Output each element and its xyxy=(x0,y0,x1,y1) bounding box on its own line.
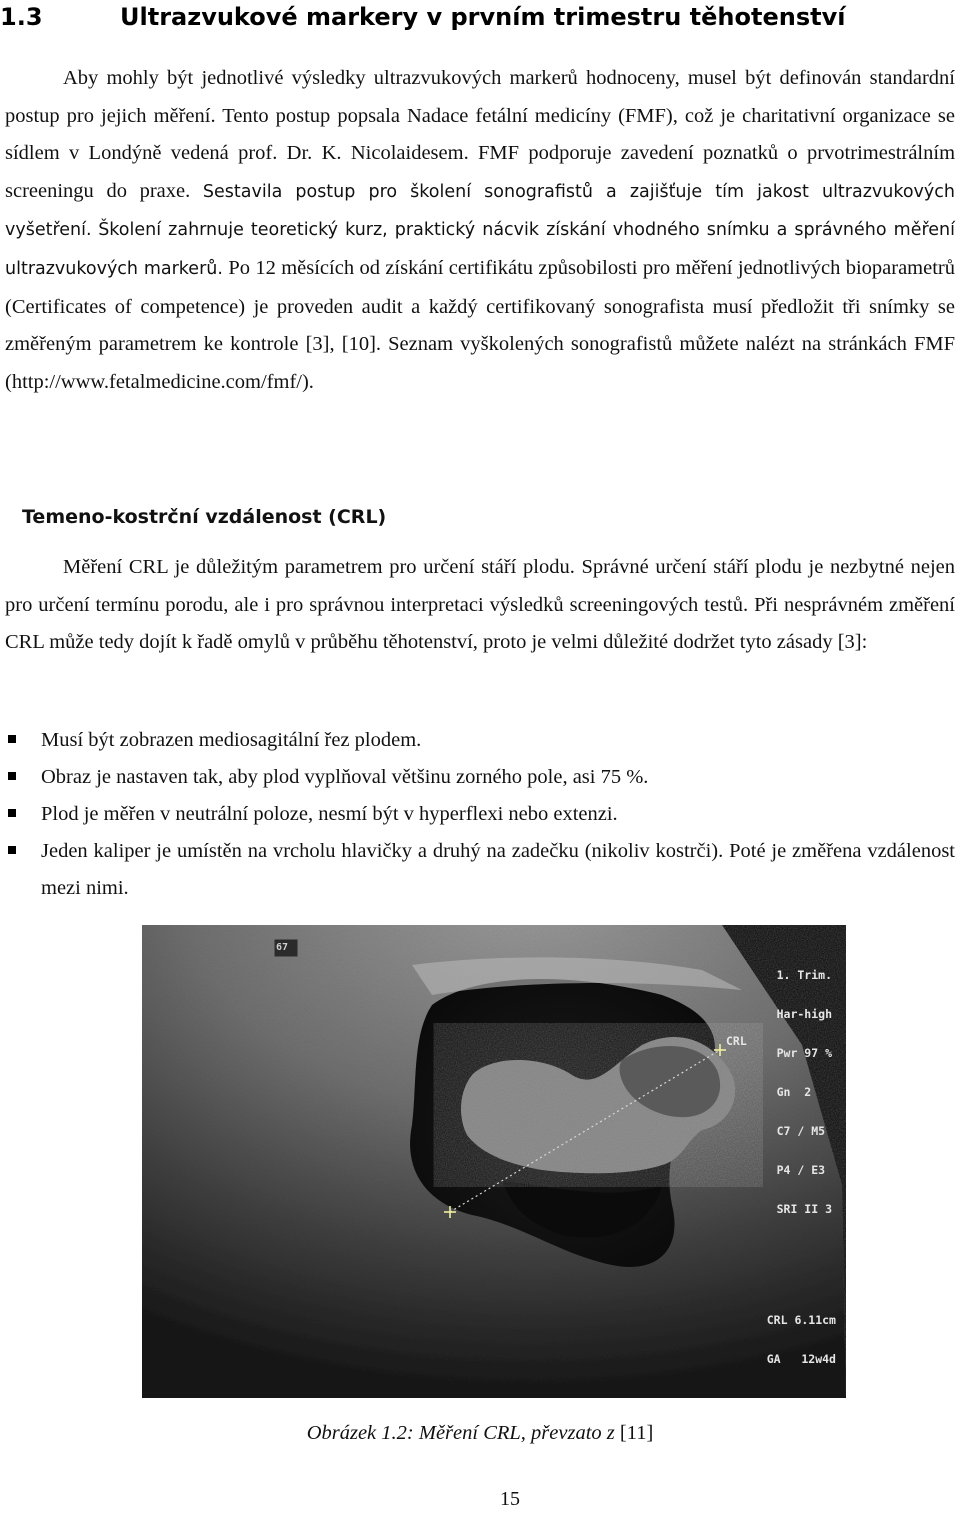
rule-text: Musí být zobrazen mediosagitální řez plodem. xyxy=(41,729,422,751)
setting-line: C7 / M5 xyxy=(776,1124,826,1138)
setting-line: P4 / E3 xyxy=(776,1163,826,1177)
intro-text-1: Aby mohly být jednotlivé výsledky ultrazvukových markerů hodnoceny, musel být definován standardní postup pro jejich měření. Tento postup popsala Nadace fetální medicíny (FMF), což je charitativní organizace se sídlem v Londýně vedená prof. Dr. K. Nicolaidesem. xyxy=(5,67,955,165)
caption-text: : Měření CRL, převzato z xyxy=(406,1422,615,1444)
intro-text-5: Po 12 měsících od získání certifikátu způsobilosti pro měření jednotlivých bioparametrů (Certificates of competence) je proveden audit a každý certifikovaný sonografista musí předložit tři snímky se změřeným parametrem ke kontrole [3], [10]. Seznam vyškolených sonografistů můžete nalézt na stránkách FMF (http://www.fetalmedicine.com/fmf/). xyxy=(5,256,955,393)
crl-paragraph: Měření CRL je důležitým parametrem pro určení stáří plodu. Správné určení stáří plodu je nezbytné nejen pro určení termínu porodu, ale i pro správnou interpretaci výsledků screeningových testů. Při nesprávném změření CRL může tedy dojít k řadě omylů v průběhu těhotenství, proto je velmi důležité dodržet tyto zásady [3]: xyxy=(5,556,955,654)
crl-heading: Temeno-kostrční vzdálenost (CRL) xyxy=(22,506,387,528)
intro-text-2: FMF podporuje zavedení poznatků o prvotrimestrálním screeningu do praxe. xyxy=(5,142,956,202)
list-item xyxy=(0,833,955,907)
intro-text-3: Sestavila postup pro školení sonografistů a zajišťuje tím jakost ultrazvukových vyšetření. xyxy=(5,181,955,241)
section-heading xyxy=(0,0,960,34)
crl-label: CRL xyxy=(726,1034,747,1048)
measurement-crl: CRL 6.11cm xyxy=(766,1313,836,1327)
intro-paragraph xyxy=(5,60,955,401)
setting-line: Gn 2 xyxy=(776,1085,812,1099)
bullet-icon xyxy=(8,735,16,743)
figure-caption xyxy=(0,1418,960,1448)
setting-line: SRI II 3 xyxy=(776,1202,832,1216)
list-item xyxy=(0,759,955,796)
setting-line: Har-high xyxy=(776,1007,832,1021)
setting-line: Pwr 97 % xyxy=(776,1046,832,1060)
bullet-icon xyxy=(8,809,16,817)
rule-text: Jeden kaliper je umístěn na vrcholu hlavičky a druhý na zadečku (nikoliv kostrči). Poté je změřena vzdálenost mezi nimi. xyxy=(41,840,955,899)
rule-text: Obraz je nastaven tak, aby plod vyplňoval většinu zorného pole, asi 75 %. xyxy=(41,766,649,788)
page-number: 15 xyxy=(500,1488,520,1510)
measurement-readout xyxy=(767,1288,836,1392)
list-item xyxy=(0,796,955,833)
crl-rules-list xyxy=(0,722,955,907)
list-item xyxy=(0,722,955,759)
scanner-settings xyxy=(777,943,832,1242)
caption-ref: [11] xyxy=(614,1422,654,1444)
ultrasound-scan-graphic xyxy=(142,925,846,1398)
bullet-icon xyxy=(8,772,16,780)
setting-line: 1. Trim. xyxy=(776,968,832,982)
bullet-icon xyxy=(8,846,16,854)
rule-text: Plod je měřen v neutrální poloze, nesmí být v hyperflexi nebo extenzi. xyxy=(41,803,618,825)
badge-text: 67 xyxy=(276,942,289,953)
measurement-ga: GA 12w4d xyxy=(766,1352,836,1366)
section-title: Ultrazvukové markery v prvním trimestru těhotenství xyxy=(120,3,846,31)
ultrasound-image xyxy=(142,925,846,1398)
caption-label: Obrázek 1.2 xyxy=(306,1422,407,1444)
section-number: 1.3 xyxy=(0,3,43,31)
intro-text-4: Školení zahrnuje teoretický kurz, praktický nácvik získání vhodného snímku a správného měření ultrazvukových markerů. xyxy=(5,220,955,279)
